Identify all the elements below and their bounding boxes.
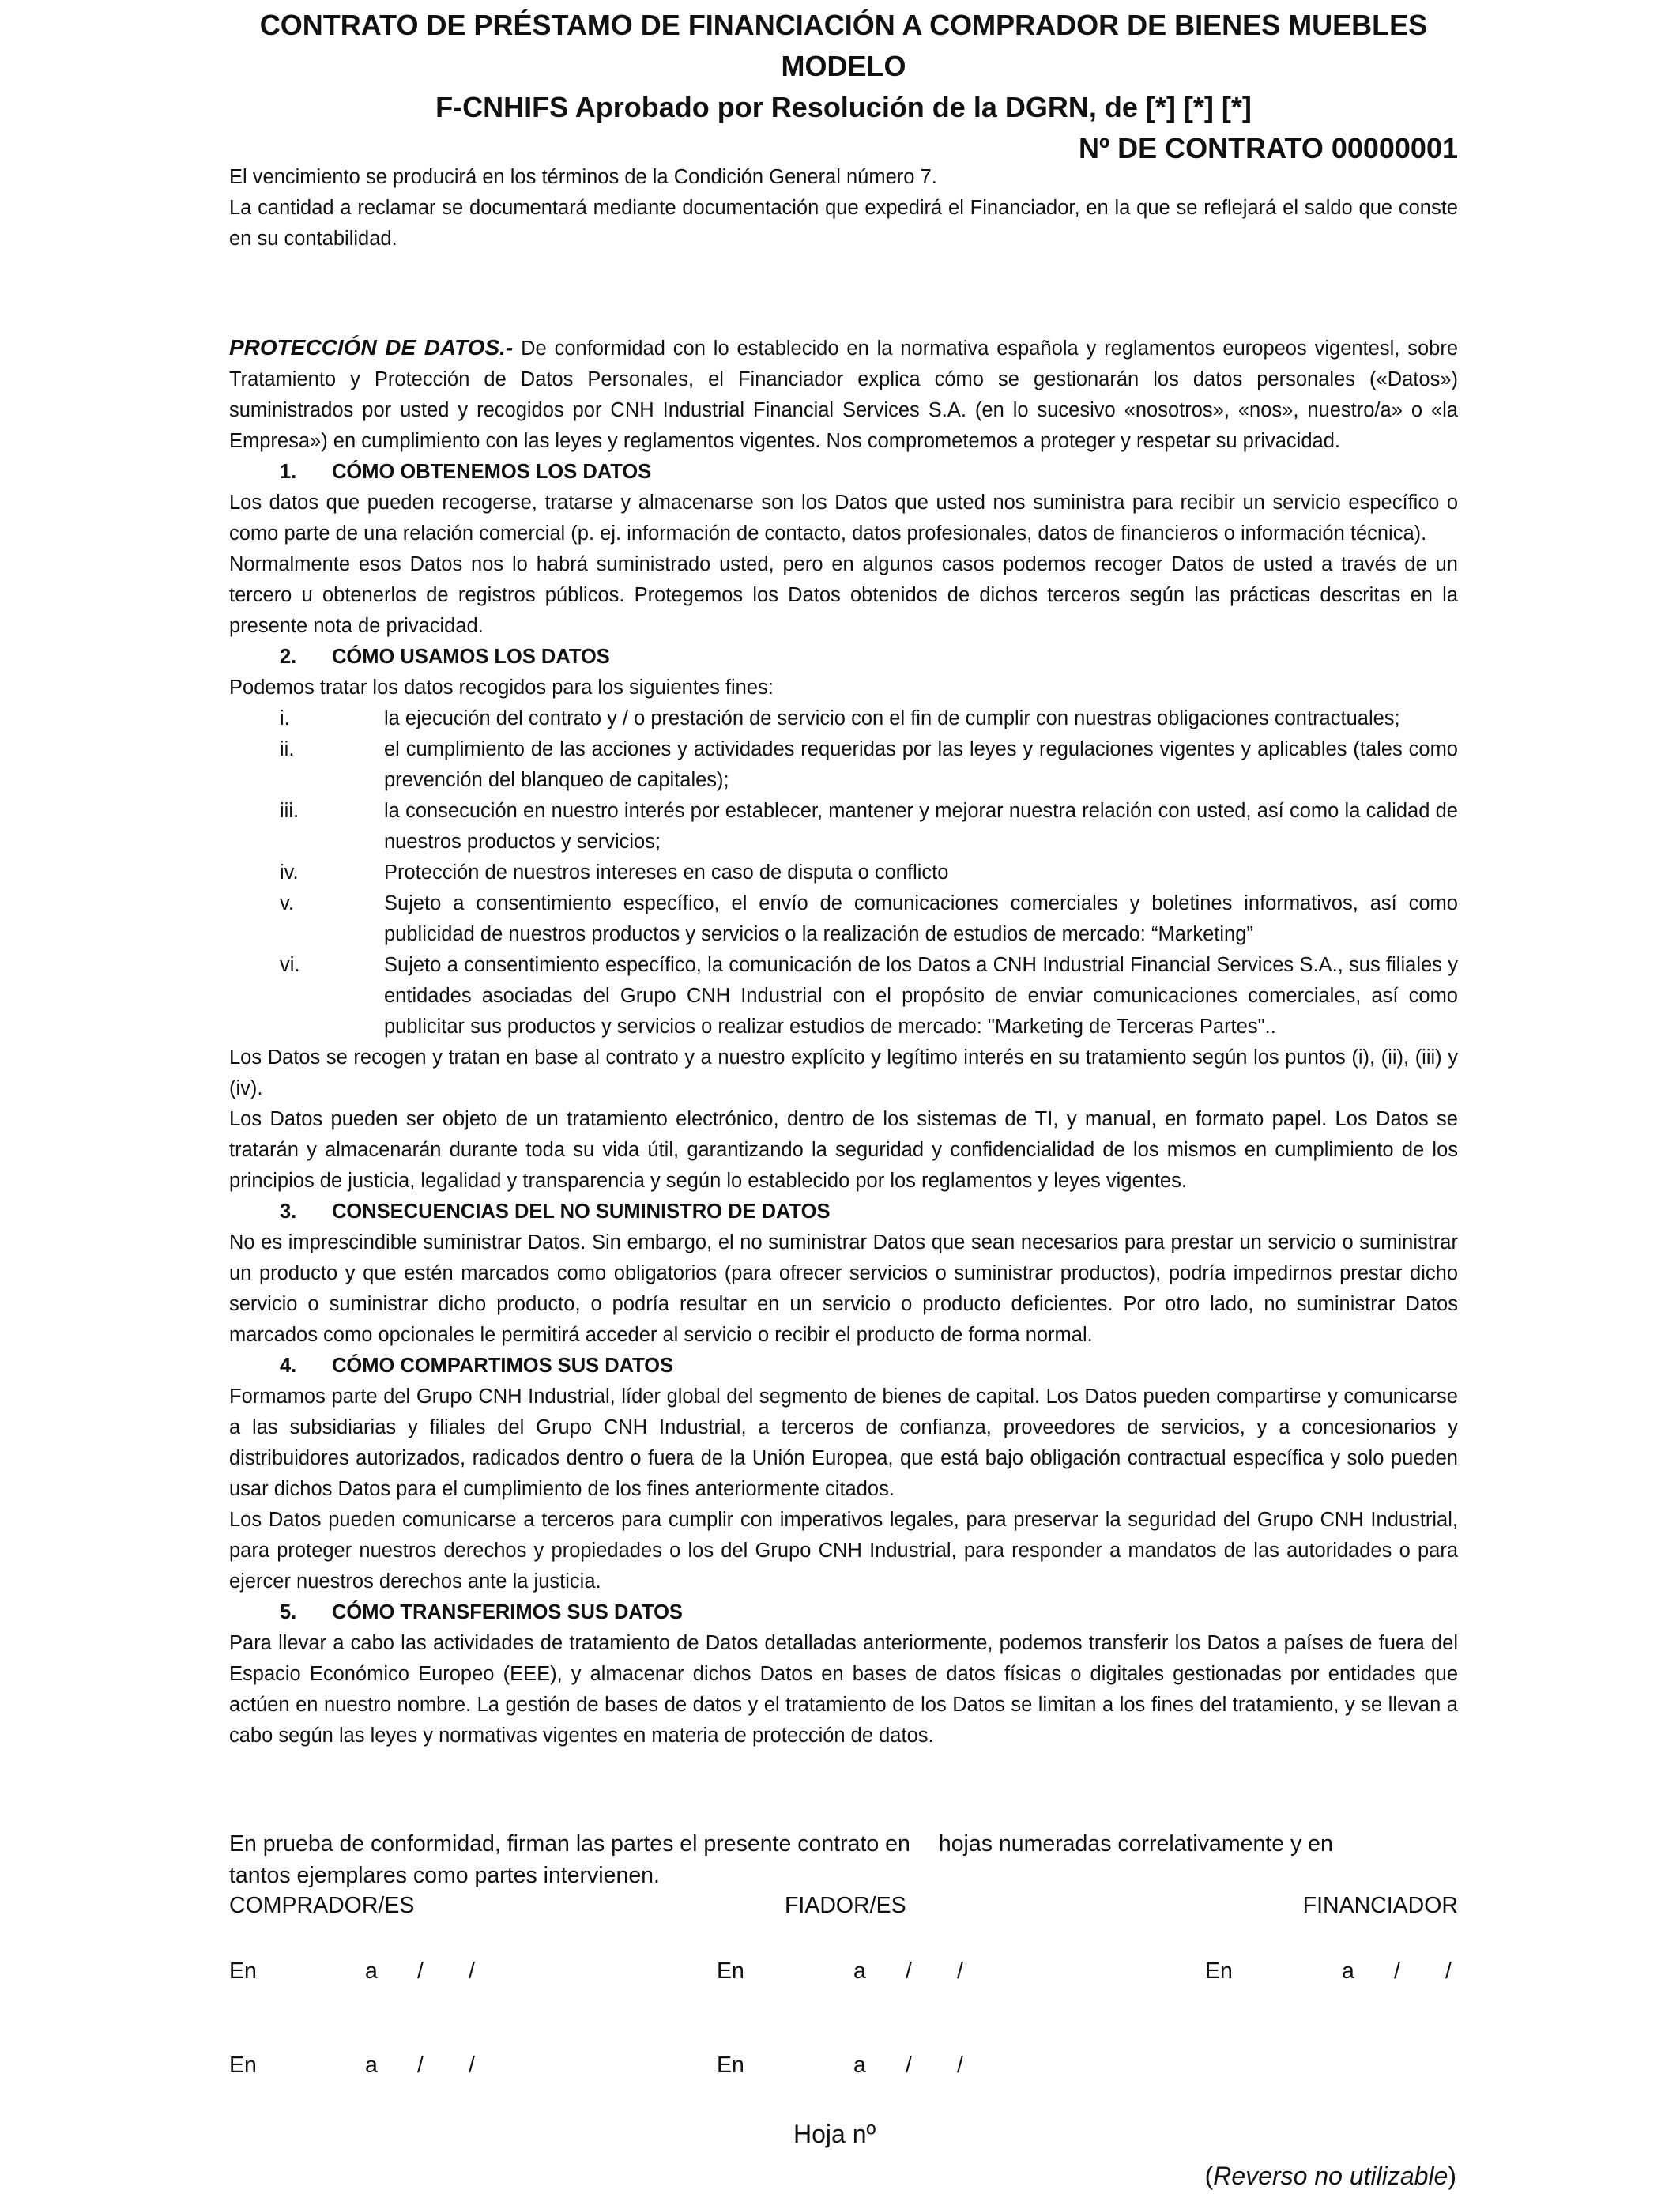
claim-amount-paragraph: La cantidad a reclamar se documentará mediante documentación que expedirá el Financiador, en la que se reflejará el saldo que conste en su contabilidad. [229,197,1458,250]
purpose-list-item: i. la ejecución del contrato y / o prestación de servicio con el fin de cumplir con nuestras obligaciones contractuales; [280,707,1400,729]
section3-paragraph: No es imprescindible suministrar Datos. Sin embargo, el no suministrar Datos que sean necesarios para prestar un servicio o suministrar un producto y que estén marcados como obligatorios (para ofrecer servicios o suministrar productos), podría impedirnos prestar dicho servicio o suministrar dicho producto, o podría resultar en un servicio o producto deficientes. Por otro lado, no suministrar Datos marcados como opcionales le permitirá acceder al servicio o recibir el producto de forma normal. [229,1231,1458,1346]
section5-paragraph: Para llevar a cabo las actividades de tratamiento de Datos detalladas anteriormente, podemos transferir los Datos a países de fuera del Espacio Económico Europeo (EEE), y almacenar dichos Datos en bases de datos físicas o digitales gestionadas por entidades que actúen en nuestro nombre. La gestión de bases de datos y el tratamiento de los Datos se limitan a los fines del tratamiento, y se llevan a cabo según las leyes y normativas vigentes en materia de protección de datos. [229,1632,1458,1747]
section2-lead: Podemos tratar los datos recogidos para los siguientes fines: [229,677,774,699]
section4-paragraph: Los Datos pueden comunicarse a terceros para cumplir con imperativos legales, para preservar la seguridad del Grupo CNH Industrial, para proteger nuestros derechos y propiedades o los del Grupo CNH Industrial, para responder a mandatos de las autoridades o para ejercer nuestros derechos ante la justicia. [229,1509,1458,1593]
maturity-paragraph: El vencimiento se producirá en los términos de la Condición General número 7. [229,166,937,188]
signing-parties-row [229,1893,1458,1924]
privacy-intro-text: De conformidad con lo establecido en la normativa española y reglamentos europeos vigentesl, sobre Tratamiento y Protección de Datos Personales, el Financiador explica cómo se gestionarán los datos personales («Datos») suministrados por usted y recogidos por CNH Industrial Financial Services S.A. (en lo sucesivo «nosotros», «nos», nuestro/a» o «la Empresa») en cumplimiento con las leyes y reglamentos vigentes. Nos comprometemos a proteger y respetar su privacidad. [229,337,1458,452]
section-heading-1: 1. CÓMO OBTENEMOS LOS DATOS [280,461,652,483]
contract-title-line2: F-CNHIFS Aprobado por Resolución de la DGRN, de [*] [*] [*] [435,91,1252,123]
section1-paragraph: Los datos que pueden recogerse, tratarse y almacenarse son los Datos que usted nos suministra para recibir un servicio específico o como parte de una relación comercial (p. ej. información de contacto, datos profesionales, datos de financieros o información técnica). [229,492,1458,545]
section2-paragraph: Los Datos pueden ser objeto de un tratamiento electrónico, dentro de los sistemas de TI, y manual, en formato papel. Los Datos se tratarán y almacenarán durante toda su vida útil, garantizando la seguridad y confidencialidad de los mismos en cumplimiento de los principios de justicia, legalidad y transparencia y según lo establecido por los reglamentos y leyes vigentes. [229,1108,1458,1192]
section-heading-5: 5. CÓMO TRANSFERIMOS SUS DATOS [280,1601,683,1623]
purpose-list-item: vi. Sujeto a consentimiento específico, la comunicación de los Datos a CNH Industrial Financial Services S.A., sus filiales y entidades asociadas del Grupo CNH Industrial con el propósito de enviar comunicaciones comerciales, así como publicitar sus productos y servicios o realizar estudios de mercado: "Marketing de Terceras Partes".. [280,954,1458,1038]
privacy-intro-paragraph [229,316,1458,457]
section-heading-2: 2. CÓMO USAMOS LOS DATOS [280,646,610,668]
section1-paragraph: Normalmente esos Datos nos lo habrá suministrado usted, pero en algunos casos podemos recoger Datos de usted a través de un tercero u obtenerlos de registros públicos. Protegemos los Datos obtenidos de dichos terceros según las prácticas descritas en la presente nota de privacidad. [229,553,1458,637]
signature-date-row: En a / / En a / / En a / / [229,1958,1452,1984]
document-body [229,162,1458,1751]
buyer-label: COMPRADOR/ES [229,1893,415,1918]
document-header [229,5,1458,169]
purpose-list-item: iv. Protección de nuestros intereses en caso de disputa o conflicto [280,861,949,884]
purpose-list-item: v. Sujeto a consentimiento específico, el envío de comunicaciones comerciales y boletines informativos, así como publicidad de nuestros productos y servicios o la realización de estudios de mercado: “Marketing” [280,892,1458,945]
reverse-note: (Reverso no utilizable) [1204,2162,1456,2190]
section4-paragraph: Formamos parte del Grupo CNH Industrial, líder global del segmento de bienes de capital. Los Datos pueden compartirse y comunicarse a las subsidiarias y filiales del Grupo CNH Industrial, a terceros de confianza, proveedores de servicios, y a concesionarios y distribuidores autorizados, radicados dentro o fuera de la Unión Europea, que está bajo obligación contractual específica y solo pueden usar dichos Datos para el cumplimiento de los fines anteriormente citados. [229,1385,1458,1500]
section-heading-4: 4. CÓMO COMPARTIMOS SUS DATOS [280,1355,674,1377]
guarantor-label: FIADOR/ES [785,1893,906,1918]
closing-statement: En prueba de conformidad, firman las partes el presente contrato en hojas numeradas correlativamente y en tantos ejemplares como partes intervienen. [229,1831,1333,1888]
section-heading-3: 3. CONSECUENCIAS DEL NO SUMINISTRO DE DATOS [280,1201,831,1223]
contract-title-line1: CONTRATO DE PRÉSTAMO DE FINANCIACIÓN A COMPRADOR DE BIENES MUEBLES MODELO [259,9,1428,82]
purpose-list-item: ii. el cumplimiento de las acciones y actividades requeridas por las leyes y regulaciones vigentes y aplicables (tales como prevención del blanqueo de capitales); [280,738,1458,791]
purpose-list-item: iii. la consecución en nuestro interés por establecer, mantener y mejorar nuestra relación con usted, así como la calidad de nuestros productos y servicios; [280,800,1458,853]
section2-paragraph: Los Datos se recogen y tratan en base al contrato y a nuestro explícito y legítimo interés en su tratamiento según los puntos (i), (ii), (iii) y (iv). [229,1046,1458,1099]
sheet-number: Hoja nº [793,2120,876,2148]
contract-number: Nº DE CONTRATO 00000001 [1079,132,1458,164]
privacy-title: PROTECCIÓN DE DATOS.- [229,335,514,360]
financier-label: FINANCIADOR [1302,1893,1458,1918]
signature-date-row: En a / / En a / / [229,2053,963,2078]
